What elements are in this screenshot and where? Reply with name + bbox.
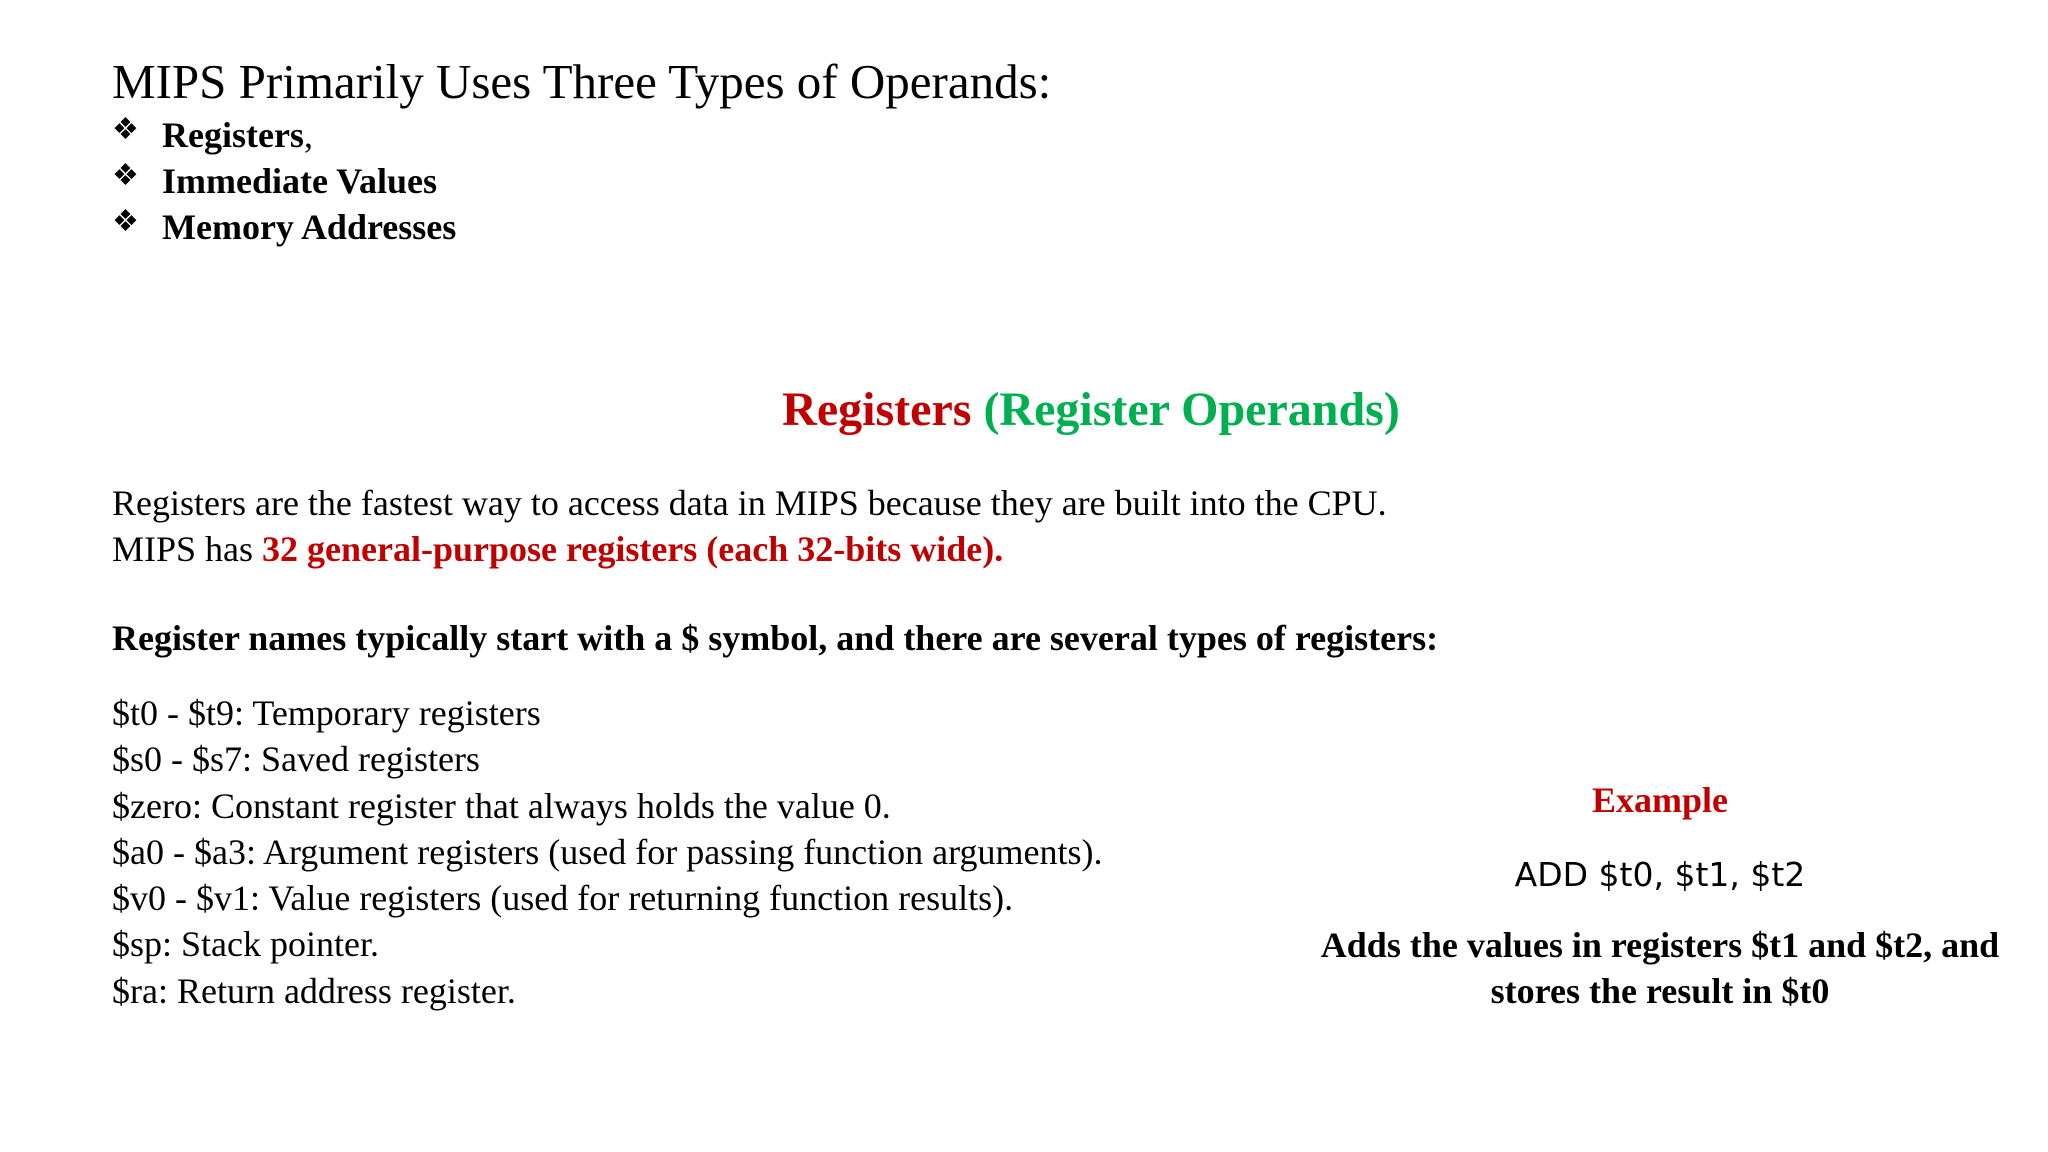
- register-type-item: $zero: Constant register that always holds the value 0.: [112, 785, 891, 826]
- register-type-item: $t0 - $t9: Temporary registers: [112, 693, 541, 733]
- register-type-item: $sp: Stack pointer.: [112, 924, 379, 965]
- operand-label: Registers: [162, 115, 304, 155]
- section-heading-main: Registers: [782, 383, 972, 436]
- example-description: Adds the values in registers $t1 and $t2, and stores the result in $t0: [1320, 925, 2000, 1011]
- operand-list: [112, 112, 456, 250]
- register-type-list: [112, 690, 1102, 1014]
- diamond-bullet-icon: ❖: [112, 158, 139, 192]
- operand-item-immediate-values: [112, 158, 456, 204]
- diamond-bullet-icon: ❖: [112, 204, 139, 238]
- register-type-item: $ra: Return address register.: [112, 970, 516, 1011]
- operand-trail: ,: [303, 115, 313, 155]
- operand-item-registers: [112, 112, 456, 158]
- section-heading-paren: (Register Operands): [983, 383, 1400, 436]
- register-type-item: $v0 - $v1: Value registers (used for returning function results).: [112, 878, 1014, 919]
- registers-count-prefix: MIPS has: [112, 529, 263, 569]
- section-heading: [0, 380, 2048, 440]
- operand-label: Memory Addresses: [162, 207, 457, 247]
- operand-item-memory-addresses: [112, 204, 456, 250]
- example-box: [1290, 770, 2030, 1014]
- registers-count-line: [112, 526, 1003, 572]
- example-code: ADD $t0, $t1, $t2: [1514, 855, 1806, 894]
- registers-intro-line: Registers are the fastest way to access data in MIPS because they are built into the CPU.: [112, 483, 1387, 523]
- register-type-item: $s0 - $s7: Saved registers: [112, 739, 480, 780]
- operand-label: Immediate Values: [162, 161, 438, 201]
- register-names-heading: Register names typically start with a $ symbol, and there are several types of registers:: [112, 618, 1439, 658]
- intro-title: MIPS Primarily Uses Three Types of Operands:: [112, 54, 1052, 109]
- example-title: Example: [1591, 780, 1728, 820]
- registers-count-highlight: 32 general-purpose registers (each 32-bits wide).: [262, 529, 1004, 569]
- register-type-item: $a0 - $a3: Argument registers (used for passing function arguments).: [112, 831, 1103, 872]
- diamond-bullet-icon: ❖: [112, 112, 139, 146]
